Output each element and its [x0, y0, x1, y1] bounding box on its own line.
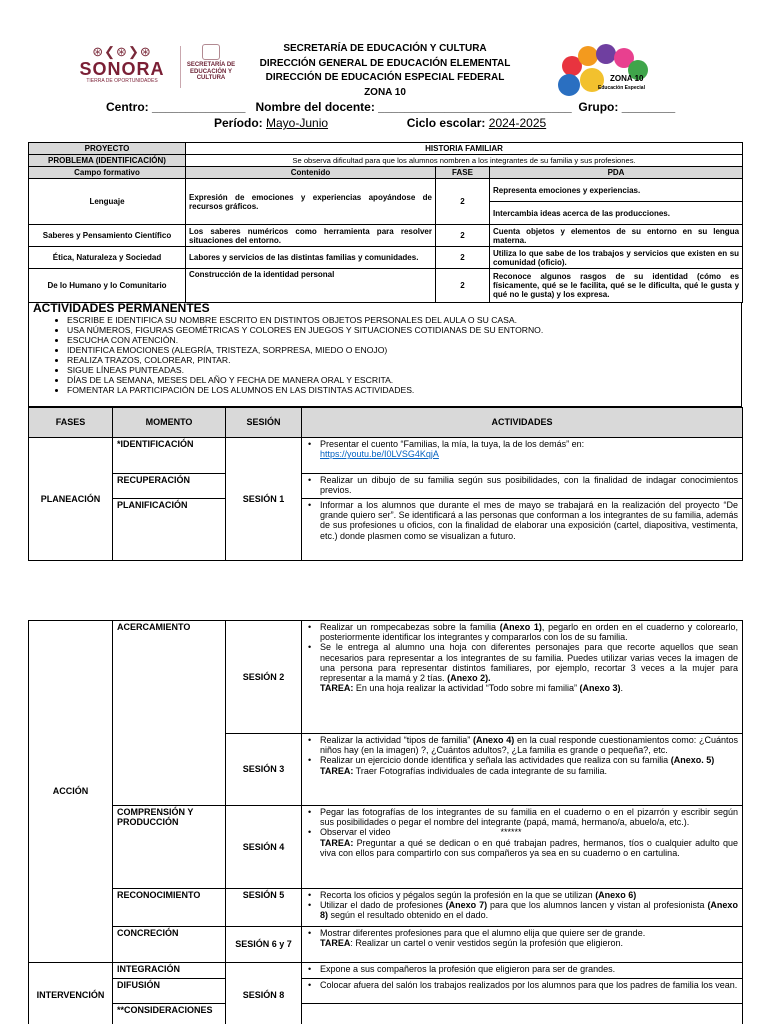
table-row — [29, 927, 743, 963]
logo-circle-icon — [578, 46, 598, 66]
list-item: • FOMENTAR LA PARTICIPACIÓN DE LOS ALUMNOS EN LAS DISTINTAS ACTIVIDADES. — [67, 385, 741, 395]
fase-cell: 2 — [436, 179, 490, 225]
video-link[interactable]: https://youtu.be/I0LVSG4KqjA — [320, 449, 439, 460]
table-row — [29, 155, 743, 167]
pda-cell: Representa emociones y experiencias. — [490, 179, 743, 202]
col-fase-header: FASE — [436, 167, 490, 179]
campo-cell: Saberes y Pensamiento Científico — [29, 225, 186, 247]
periodo-value: Mayo-Junio — [266, 116, 329, 130]
permanent-activities-box — [28, 302, 742, 407]
sonora-logo-tag: TIERRA DE OPORTUNIDADES — [86, 78, 158, 84]
heading-line-3: DIRECCIÓN DE EDUCACIÓN ESPECIAL FEDERAL — [265, 72, 505, 83]
col-contenido-header: Contenido — [186, 167, 436, 179]
fase-accion: ACCIÓN — [29, 621, 113, 963]
sonora-logo — [66, 44, 178, 90]
activity-cell — [302, 927, 743, 963]
activity-cell — [302, 963, 743, 979]
fase-cell: 2 — [436, 247, 490, 269]
list-item: • Realizar la actividad “tipos de familia” (Anexo 4) en la cual responde cuestionamientos como: ¿Cuántos niños hay (en la imagen) ?, ¿Cuántos adultos?, ¿La familia es grande o pequeña?, etc. — [306, 735, 738, 755]
momento-concrecion: CONCRECIÓN — [113, 927, 226, 963]
list-item: • IDENTIFICA EMOCIONES (ALEGRÍA, TRISTEZA, SORPRESA, MIEDO O ENOJO) — [67, 345, 741, 355]
activity-cell — [302, 621, 743, 734]
problema-value: Se observa dificultad para que los alumnos nombren a los integrantes de su familia y sus profesiones. — [186, 155, 743, 167]
fase-intervencion-cell: INTERVENCIÓN — [29, 963, 113, 1024]
table-row — [29, 247, 743, 269]
logo-circle-icon — [596, 44, 616, 64]
activity-cell — [302, 806, 743, 889]
pda-cell: Reconoce algunos rasgos de su identidad (cómo es físicamente, qué se le facilita, qué se le dificulta, qué le gusta y qué no le gusta) y los expresa. — [490, 269, 743, 303]
periodo-label: Período: — [214, 116, 263, 130]
table-row — [29, 438, 743, 474]
docente-label: Nombre del docente: — [255, 100, 375, 114]
contenido-cell: Expresión de emociones y experiencias apoyándose de recursos gráficos. — [186, 179, 436, 225]
table-row — [29, 963, 743, 979]
logo-circle-icon — [558, 74, 580, 96]
sec-logo — [186, 44, 236, 90]
activity-cell — [302, 979, 743, 1004]
list-item: • ESCRIBE E IDENTIFICA SU NOMBRE ESCRITO EN DISTINTOS OBJETOS PERSONALES DEL AULA O SU CASA. — [67, 315, 741, 325]
list-item: • DÍAS DE LA SEMANA, MESES DEL AÑO Y FECHA DE MANERA ORAL Y ESCRITA. — [67, 375, 741, 385]
project-table — [28, 142, 743, 303]
table-row — [29, 269, 743, 303]
table-row — [29, 889, 743, 927]
centro-blank[interactable]: ______________ — [152, 100, 246, 114]
activity-cell — [302, 889, 743, 927]
grupo-label: Grupo: — [578, 100, 619, 114]
pda-cell: Intercambia ideas acerca de las producciones. — [490, 202, 743, 225]
heading-line-1: SECRETARÍA DE EDUCACIÓN Y CULTURA — [283, 43, 487, 54]
activity-cell — [302, 474, 743, 499]
header-fields-row — [106, 100, 676, 114]
list-item: • Presentar el cuento “Familias, la mía, la tuya, la de los demás” en: https://youtu.be/I0LVSG4KqjA — [306, 439, 738, 459]
list-item: • Observar el video ****** TAREA: Preguntar a qué se dedican o en qué trabajan padres, hermanos, tíos o cualquier adulto que viva con ellos para compartirlo con sus compañeros ya sea en su cuaderno o en cartulina. — [306, 827, 738, 858]
table-row — [29, 474, 743, 499]
docente-blank[interactable]: _____________________________ — [378, 100, 572, 114]
sessions-table-accion — [28, 620, 743, 963]
col-pda-header: PDA — [490, 167, 743, 179]
table-row — [29, 408, 743, 438]
logo-divider — [180, 46, 181, 88]
zona-10-logo — [558, 44, 654, 104]
campo-cell: Ética, Naturaleza y Sociedad — [29, 247, 186, 269]
momento-acercamiento: ACERCAMIENTO — [113, 621, 226, 806]
momento-recuperacion: RECUPERACIÓN — [113, 474, 226, 499]
table-row — [29, 179, 743, 202]
contenido-cell: Construcción de la identidad personal — [186, 269, 436, 303]
centro-label: Centro: — [106, 100, 149, 114]
ciclo-value: 2024-2025 — [488, 116, 547, 130]
col-momento-header: MOMENTO — [113, 408, 226, 438]
sesion-1: SESIÓN 1 — [226, 438, 302, 561]
sesion-2: SESIÓN 2 — [226, 621, 302, 734]
activity-cell — [302, 499, 743, 561]
momento-planificacion: PLANIFICACIÓN — [113, 499, 226, 561]
list-item: • Utilizar el dado de profesiones (Anexo 7) para que los alumnos lancen y vistan al profesionista (Anexo 8) según el resultado obtenido en el dado. — [306, 900, 738, 920]
zona-logo-text: ZONA 10 — [610, 74, 644, 83]
list-item: • Se le entrega al alumno una hoja con diferentes personajes para que recorte aquellos que sean necesarios para representar a los integrantes de su familia. Puedes utilizar varias veces la imagen de una persona para representar distintos familiares, por ejemplo, recortar 3 veces a la mujer para representar a la mamá y 2 tías. (Anexo 2). TAREA: En una hoja realizar la actividad “Todo sobre mi familia” (Anexo 3). — [306, 642, 738, 693]
document-heading — [240, 42, 530, 100]
col-fases-header: FASES — [29, 408, 113, 438]
table-row — [29, 499, 743, 561]
list-item: • SIGUE LÍNEAS PUNTEADAS. — [67, 365, 741, 375]
sesion-5: SESIÓN 5 — [226, 889, 302, 927]
momento-comprension: COMPRENSIÓN Y PRODUCCIÓN — [113, 806, 226, 889]
permanent-activities-list — [67, 315, 741, 395]
list-item: • Mostrar diferentes profesiones para que el alumno elija que quiere ser de grande. TAREA: Realizar un cartel o venir vestidos según la profesión que eligieron. — [306, 928, 738, 948]
activity-cell — [302, 438, 743, 474]
heading-line-4: ZONA 10 — [364, 86, 406, 98]
col-campo-header: Campo formativo — [29, 167, 186, 179]
momento-difusion: DIFUSIÓN — [113, 979, 226, 1004]
table-row — [29, 143, 743, 155]
proyecto-value: HISTORIA FAMILIAR — [186, 143, 743, 155]
table-row — [29, 806, 743, 889]
sesion-4: SESIÓN 4 — [226, 806, 302, 889]
list-item: • Colocar afuera del salón los trabajos realizados por los alumnos para que los padres de familia los vean. — [306, 980, 738, 990]
list-item: • Recorta los oficios y pégalos según la profesión en la que se utilizan (Anexo 6) — [306, 890, 738, 900]
activity-cell — [302, 1004, 743, 1024]
sonora-logo-word: SONORA — [79, 59, 165, 79]
table-row — [29, 1004, 743, 1024]
col-sesion-header: SESIÓN — [226, 408, 302, 438]
zona-logo-sub: Educación Especial — [598, 85, 645, 91]
list-item: • USA NÚMEROS, FIGURAS GEOMÉTRICAS Y COLORES EN JUEGOS Y SITUACIONES COTIDIANAS DE SU ENTORNO. — [67, 325, 741, 335]
periodo-row — [214, 116, 614, 130]
momento-reconocimiento: RECONOCIMIENTO — [113, 889, 226, 927]
col-actividades-header: ACTIVIDADES — [302, 408, 743, 438]
campo-cell: De lo Humano y lo Comunitario — [29, 269, 186, 303]
list-item: • Informar a los alumnos que durante el mes de mayo se trabajará en la realización del proyecto “De grande quiero ser”. Se identificará a las personas que conforman a los integrantes de su familia, además de sus profesiones u oficios, con la finalidad de elaborar una exposición (cartel, diapositiva, vestimenta, etc.) donde plasmen como se visualizan a futuro. — [306, 500, 738, 541]
table-row — [29, 225, 743, 247]
list-item: • Realizar un dibujo de su familia según sus posibilidades, con la finalidad de indagar conocimientos previos. — [306, 475, 738, 495]
sec-seal-icon — [202, 44, 220, 60]
list-item: • REALIZA TRAZOS, COLOREAR, PINTAR. — [67, 355, 741, 365]
list-item: • Realizar un ejercicio donde identifica y señala las actividades que realiza con su familia (Anexo. 5) TAREA: Traer Fotografías individuales de cada integrante de su familia. — [306, 755, 738, 775]
heading-line-2: DIRECCIÓN GENERAL DE EDUCACIÓN ELEMENTAL — [259, 57, 511, 69]
momento-integracion: INTEGRACIÓN — [113, 963, 226, 979]
pda-cell: Cuenta objetos y elementos de su entorno en su lengua materna. — [490, 225, 743, 247]
permanent-activities-title: ACTIVIDADES PERMANENTES — [33, 301, 210, 315]
sonora-logo-ornament-icon: ⊛❮⊛❯⊛ — [92, 44, 152, 59]
list-item: • Pegar las fotografías de los integrantes de su familia en el cuaderno o en el pizarrón y escribir según sus posibilidades o pegar el nombre del integrante (papá, mamá, hermano/a, abuelo/a, etc.). — [306, 807, 738, 827]
sesion-6-7: SESIÓN 6 y 7 — [226, 927, 302, 963]
activity-cell — [302, 734, 743, 806]
pda-cell: Utiliza lo que sabe de los trabajos y servicios que existen en su comunidad (oficio). — [490, 247, 743, 269]
grupo-blank[interactable]: ________ — [621, 100, 676, 114]
sessions-table-intervencion — [28, 962, 743, 1024]
table-row — [29, 167, 743, 179]
fase-cell: 2 — [436, 269, 490, 303]
list-item: • ESCUCHA CON ATENCIÓN. — [67, 335, 741, 345]
proyecto-label: PROYECTO — [29, 143, 186, 155]
fase-cell: 2 — [436, 225, 490, 247]
momento-identificacion: *IDENTIFICACIÓN — [113, 438, 226, 474]
campo-cell: Lenguaje — [29, 179, 186, 225]
list-item: • Expone a sus compañeros la profesión que eligieron para ser de grandes. — [306, 964, 738, 974]
contenido-cell: Los saberes numéricos como herramienta para resolver situaciones del entorno. — [186, 225, 436, 247]
sessions-table-planeacion — [28, 407, 743, 561]
fase-planeacion: PLANEACIÓN — [29, 438, 113, 561]
momento-consideraciones: **CONSIDERACIONES — [113, 1004, 226, 1024]
table-row — [29, 621, 743, 734]
sesion-3: SESIÓN 3 — [226, 734, 302, 806]
sesion-8: SESIÓN 8 — [226, 963, 302, 1024]
problema-label: PROBLEMA (IDENTIFICACIÓN) — [29, 155, 186, 167]
list-item: • Realizar un rompecabezas sobre la familia (Anexo 1), pegarlo en orden en el cuaderno y colorearlo, posteriormente identificar los integrantes y compararlos con los de su familia. — [306, 622, 738, 642]
sec-logo-text: SECRETARÍA DE EDUCACIÓN Y CULTURA — [186, 62, 236, 81]
contenido-cell: Labores y servicios de las distintas familias y comunidades. — [186, 247, 436, 269]
table-row — [29, 979, 743, 1004]
ciclo-label: Ciclo escolar: — [406, 116, 486, 130]
